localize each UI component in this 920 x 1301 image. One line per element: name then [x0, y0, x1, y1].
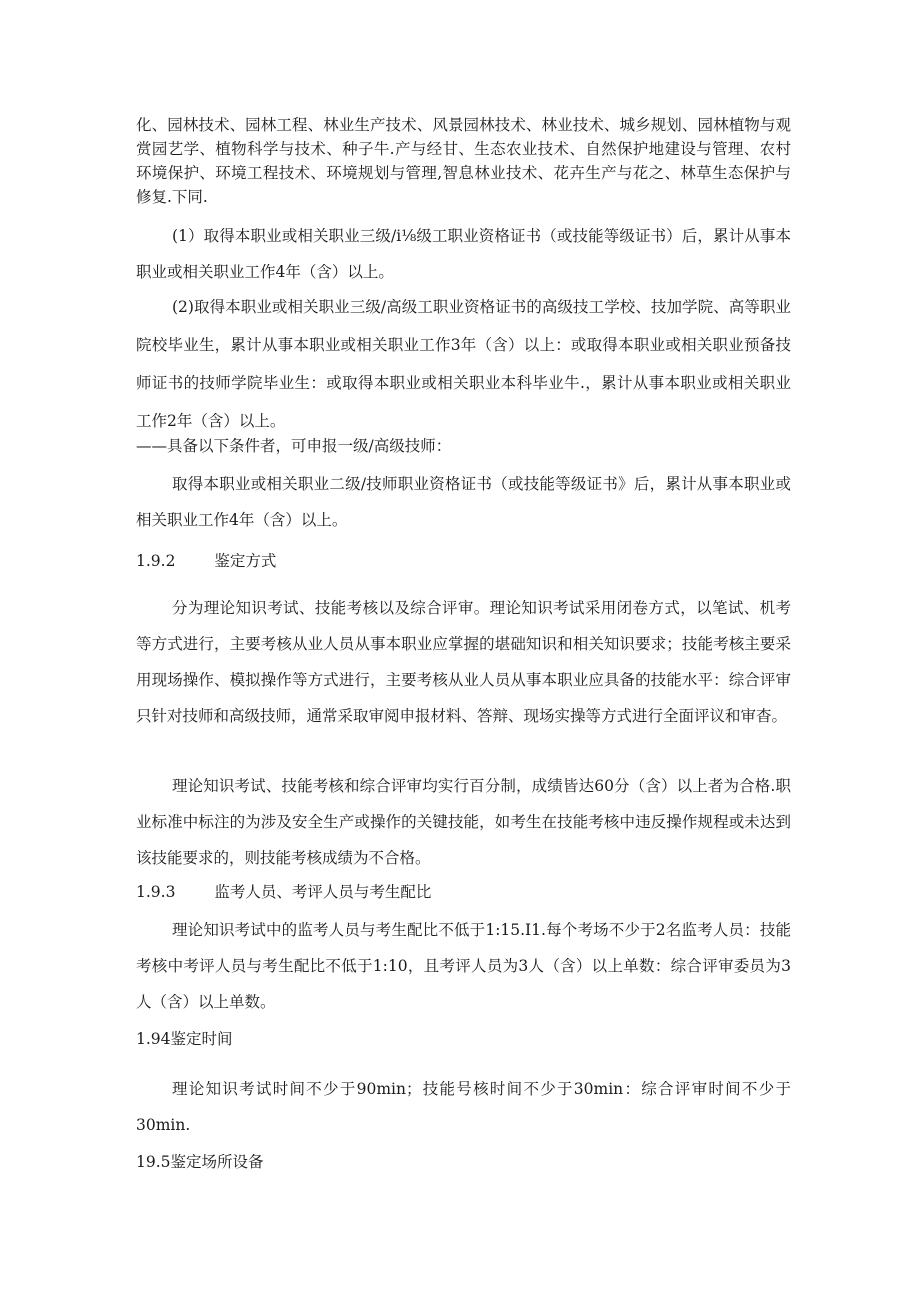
section-1-9-5-heading: 19.5鉴定场所设备 — [136, 1153, 264, 1171]
condition-2-paragraph: (2)取得本职业或相关职业三级/高级工职业资格证书的高级技工学校、技加学院、高等职业院校毕业生，累计从事本职业或相关职业工作3年（含）以上：或取得本职业或相关职业预备技师证书的技师学院毕业生：或取得本职业或相关职业本科毕业牛.，累计从事本职业或相关职业工作2年（含）以上。 — [136, 298, 791, 430]
assessment-time-paragraph: 理论知识考试时间不少于90min；技能号核时间不少于30min：综合评审时间不少于30min. — [136, 1080, 791, 1134]
condition-1-paragraph: (1）取得本职业或相关职业三级/i⅛级工职业资格证书（或技能等级证书）后，累计从事本职业或相关职业工作4年（含）以上。 — [136, 227, 791, 281]
section-title: 监考人员、考评人员与考生配比 — [214, 883, 432, 901]
section-1-9-3-heading — [136, 880, 431, 902]
section-number: 1.9.2 — [136, 552, 176, 570]
continuation-paragraph: 化、园林技术、园林工程、林业生产技术、风景园林技术、林业技术、城乡规划、园林植物与观赏园艺学、植物科学与技术、种子牛.产与经甘、生态农业技术、自然保护地建设与管理、农村环境保护、环境工程技术、环境规划与管理,智息林业技术、花卉生产与花之、林草生态保护与修复.下同. — [136, 116, 791, 206]
examiner-ratio-paragraph: 理论知识考试中的监考人员与考生配比不低于1:15.I1.每个考场不少于2名监考人员：技能考核中考评人员与考生配比不低于1:10，且考评人员为3人（含）以上单数：综合评审委员为3人（含）以上单数。 — [136, 921, 791, 1011]
section-1-9-4-heading: 1.94鉴定时间 — [136, 1030, 233, 1048]
scoring-paragraph: 理论知识考试、技能考核和综合评审均实行百分制，成绩皆达60分（含）以上者为合格.职业标准中标注的为涉及安全生产或操作的关键技能，如考生在技能考核中违反操作规程或未达到该技能要求的，则技能考核成绩为不合格。 — [136, 777, 791, 867]
level-1-intro: ——具备以下条件者，可申报一级/高级技师： — [136, 437, 452, 455]
section-1-9-2-heading — [136, 549, 276, 571]
section-title: 鉴定方式 — [214, 552, 277, 570]
section-number: 1.9.3 — [136, 883, 176, 901]
assessment-method-paragraph: 分为理论知识考试、技能考核以及综合评审。理论知识考试采用闭卷方式，以笔试、机考等方式进行，主要考核从业人员从事本职业应掌握的堪础知识和相关知识要求；技能考核主要采用现场操作、模拟操作等方式进行，主要考核从业人员从事本职业应具备的技能水平：综合评审只针对技师和高级技师，通常采取审阅申报材料、答辩、现场实操等方式进行全面评议和审杳。 — [136, 599, 791, 725]
level-1-condition-paragraph: 取得本职业或相关职业二级/技师职业资格证书（或技能等级证书》后，累计从事本职业或相关职业工作4年（含）以上。 — [136, 475, 791, 529]
